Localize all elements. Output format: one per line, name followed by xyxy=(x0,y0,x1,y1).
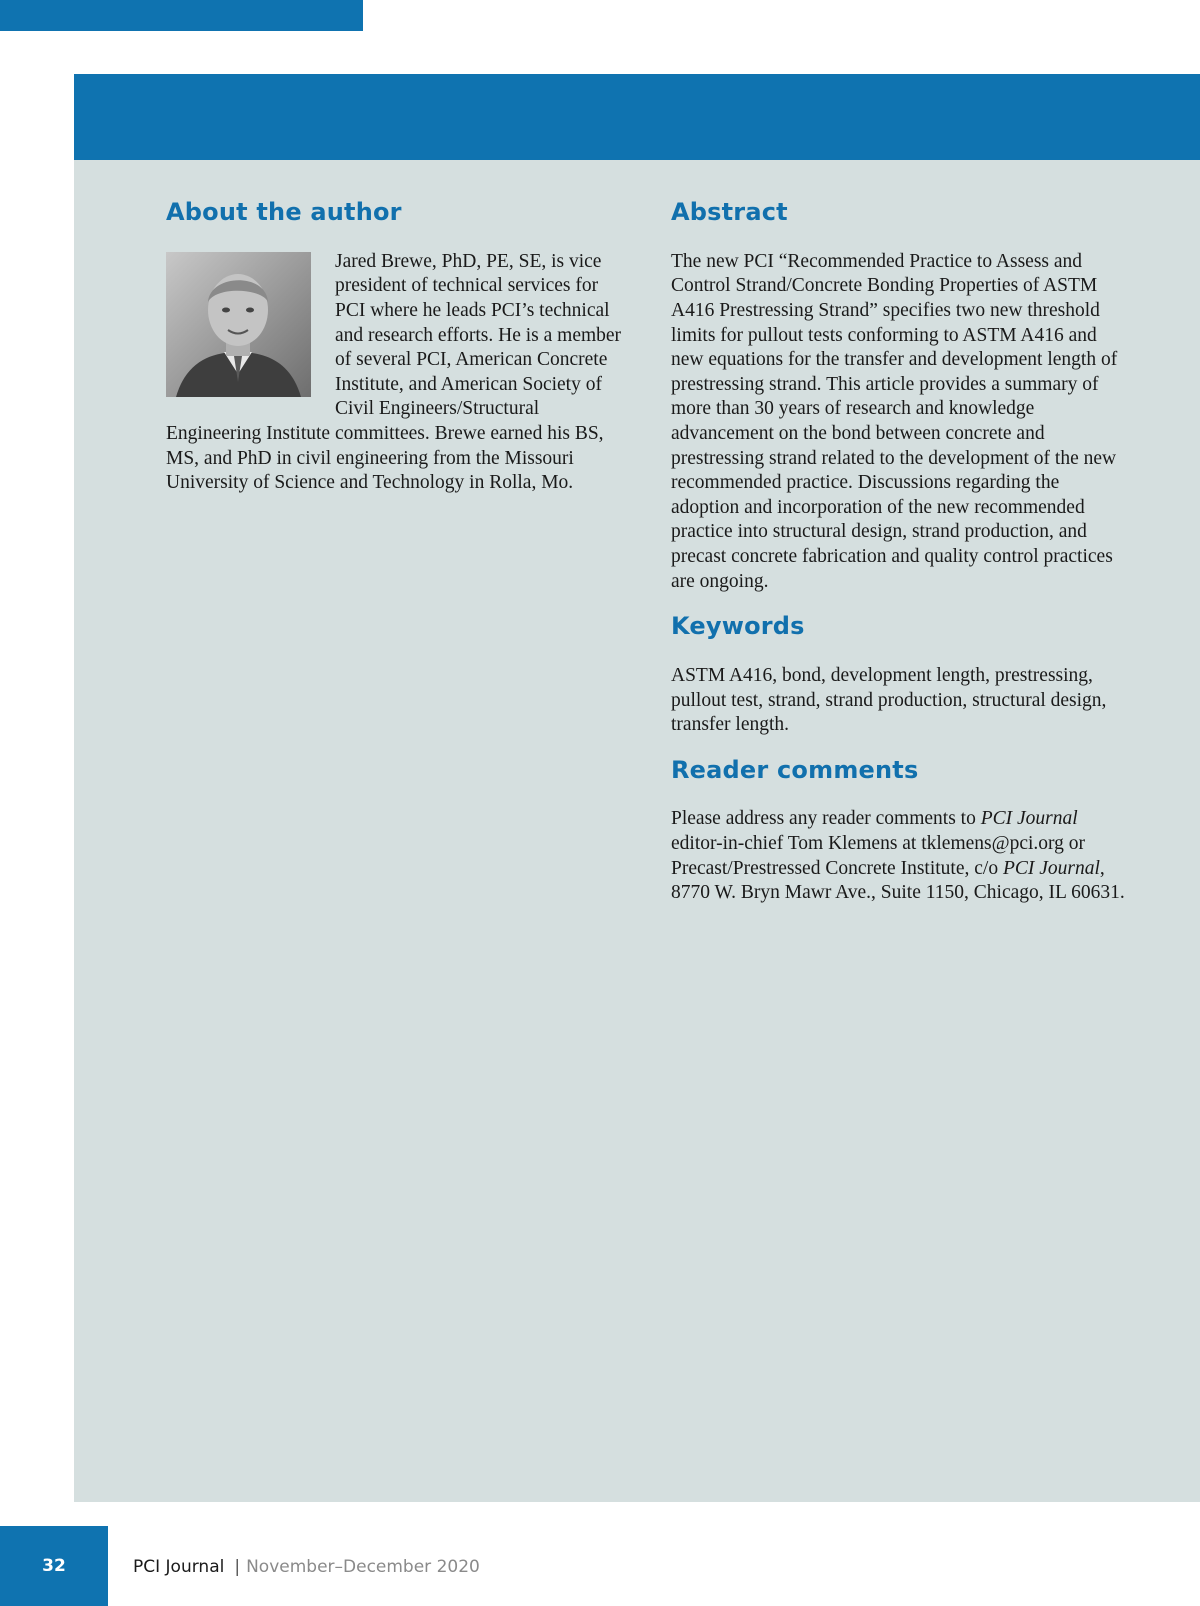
content-panel xyxy=(74,74,1200,1502)
reader-comments-part1: Please address any reader comments to xyxy=(671,808,981,830)
page-footer xyxy=(133,1557,480,1577)
reader-comments-part2: editor-in-chief Tom Klemens at tklemens@pci.org or Precast/Prestressed Concrete Institute, c/o xyxy=(671,833,1086,879)
page-number-box xyxy=(0,1526,108,1606)
footer-journal-name: PCI Journal xyxy=(133,1557,225,1577)
author-photo xyxy=(166,252,311,397)
reader-comments-heading: Reader comments xyxy=(671,755,919,784)
keywords-text: ASTM A416, bond, development length, prestressing, pullout test, strand, strand production, structural design, transfer length. xyxy=(671,664,1107,736)
reader-comments-block xyxy=(671,756,1131,906)
page-number: 32 xyxy=(42,1556,66,1576)
panel-header-band xyxy=(74,74,1200,160)
abstract-column xyxy=(671,198,1131,906)
abstract-heading: Abstract xyxy=(671,198,788,226)
journal-title-italic: PCI Journal xyxy=(980,808,1078,830)
reader-comments-text xyxy=(671,807,1131,905)
keywords-block xyxy=(671,612,1131,738)
footer-separator: | xyxy=(234,1557,241,1577)
abstract-block xyxy=(671,198,1131,594)
about-author-column xyxy=(166,198,622,496)
top-accent-bar xyxy=(0,0,363,31)
footer-issue-date: November–December 2020 xyxy=(246,1557,480,1577)
author-portrait-icon xyxy=(166,252,311,397)
author-bio-text: Jared Brewe, PhD, PE, SE, is vice president of technical services for PCI where he leads PCI’s technical and research efforts. He is a member of several PCI, American Concrete Institute, and American Society of Civil Engineers/Structural Engineering Institute committees. Brewe earned his BS, MS, and PhD in civil engineering from the Missouri University of Science and Technology in Rolla, Mo. xyxy=(166,250,622,494)
reader-comments-part3: , 8770 W. Bryn Mawr Ave., Suite 1150, Chicago, IL 60631. xyxy=(671,857,1125,904)
abstract-text: The new PCI “Recommended Practice to Assess and Control Strand/Concrete Bonding Properties of ASTM A416 Prestressing Strand” specifies two new threshold limits for pullout tests conforming to ASTM A416 and new equations for the transfer and development length of prestressing strand. This article provides a summary of more than 30 years of research and knowledge advancement on the bond between concrete and prestressing strand related to the development of the new recommended practice. Discussions regarding the adoption and incorporation of the new recommended practice into structural design, strand production, and precast concrete fabrication and quality control practices are ongoing. xyxy=(671,250,1118,592)
keywords-heading: Keywords xyxy=(671,612,805,641)
journal-title-italic: PCI Journal xyxy=(1002,857,1100,879)
about-author-heading: About the author xyxy=(166,198,402,226)
author-bio xyxy=(166,250,622,496)
